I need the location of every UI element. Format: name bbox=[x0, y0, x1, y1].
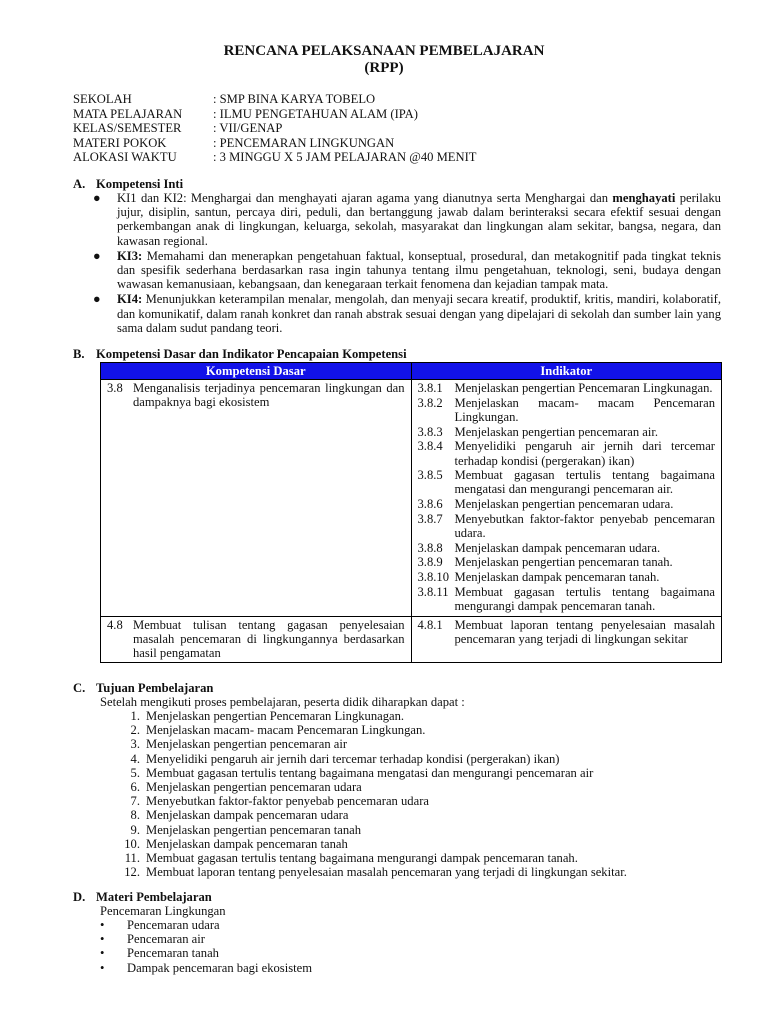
item-text: Menjelaskan dampak pencemaran udara bbox=[146, 808, 349, 823]
item-number: 6. bbox=[130, 780, 140, 795]
item-text: Menjelaskan macam- macam Pencemaran Lingkungan. bbox=[146, 723, 426, 738]
item-number: 3. bbox=[130, 737, 140, 752]
ki-text: KI1 dan KI2: Menghargai dan menghayati ajaran agama yang dianutnya serta Menghargai dan bbox=[117, 191, 613, 205]
indicator-text: Membuat laporan tentang penyelesaian masalah pencemaran yang terjadi di lingkungan sekitar bbox=[454, 617, 715, 646]
identity-row bbox=[73, 121, 476, 136]
item-number: 12. bbox=[124, 865, 140, 880]
item-text: Membuat gagasan tertulis tentang bagaimana mengurangi dampak pencemaran tanah. bbox=[146, 851, 578, 866]
identity-row bbox=[73, 136, 476, 151]
column-header: Indikator bbox=[411, 363, 722, 380]
bullet-icon: • bbox=[100, 960, 105, 975]
item-text: Pencemaran air bbox=[127, 932, 205, 947]
item-text: Menjelaskan dampak pencemaran tanah bbox=[146, 836, 348, 851]
bullet-icon: • bbox=[100, 932, 105, 947]
indicator-text: Menjelaskan pengertian pencemaran udara. bbox=[454, 497, 674, 512]
list-item bbox=[100, 837, 627, 851]
kd-number: 3.8 bbox=[107, 381, 123, 395]
item-text: Menjelaskan pengertian pencemaran tanah bbox=[146, 822, 362, 837]
indicator-entry bbox=[418, 585, 716, 613]
kd-text: Membuat tulisan tentang gagasan penyelesaian masalah pencemaran di lingkungannya berdasarkan hasil pengamatan bbox=[133, 617, 405, 661]
identity-value: : VII/GENAP bbox=[213, 121, 283, 135]
indicator-text: Menjelaskan pengertian pencemaran air. bbox=[454, 424, 659, 439]
indicator-text: Menjelaskan macam- macam Pencemaran Lingkungan. bbox=[454, 395, 715, 424]
section-d-heading bbox=[73, 890, 212, 904]
list-item bbox=[100, 823, 627, 837]
indicator-number: 3.8.2 bbox=[417, 395, 443, 410]
kompetensi-table bbox=[100, 362, 722, 663]
indicator-text: Membuat gagasan tertulis tentang bagaimana mengatasi dan mengurangi pencemaran air. bbox=[454, 468, 715, 497]
indicator-number: 3.8.6 bbox=[417, 497, 443, 512]
identity-row bbox=[73, 92, 476, 107]
indicator-cell bbox=[411, 380, 722, 617]
list-item bbox=[100, 780, 627, 794]
ki-bold: menghayati bbox=[612, 191, 676, 205]
item-number: 1. bbox=[130, 709, 140, 723]
section-title: Tujuan Pembelajaran bbox=[96, 681, 214, 695]
materi-list bbox=[100, 918, 312, 975]
indicator-entry bbox=[418, 570, 716, 584]
kd-cell bbox=[101, 380, 412, 617]
item-text: Menjelaskan pengertian pencemaran air bbox=[146, 737, 348, 752]
document-title: RENCANA PELAKSANAAN PEMBELAJARAN bbox=[223, 43, 545, 59]
section-c-heading bbox=[73, 681, 213, 695]
table-row bbox=[101, 616, 722, 663]
list-item bbox=[100, 737, 627, 751]
indicator-entry bbox=[418, 555, 716, 569]
ki-label: KI3: bbox=[117, 248, 143, 263]
kompetensi-inti-list bbox=[93, 191, 721, 336]
kd-entry bbox=[107, 618, 405, 661]
identity-row bbox=[73, 107, 476, 122]
tujuan-list bbox=[100, 709, 627, 879]
indicator-number: 3.8.5 bbox=[417, 468, 443, 483]
indicator-entry bbox=[418, 512, 716, 540]
section-title: Kompetensi Dasar dan Indikator Pencapaian Kompetensi bbox=[96, 347, 407, 361]
indicator-text: Membuat gagasan tertulis tentang bagaimana mengurangi dampak pencemaran tanah. bbox=[454, 584, 715, 614]
indicator-number: 3.8.10 bbox=[417, 570, 449, 585]
list-item bbox=[100, 808, 627, 822]
section-title: Materi Pembelajaran bbox=[96, 890, 212, 904]
list-item bbox=[93, 249, 721, 292]
bullet-icon: • bbox=[100, 946, 105, 961]
indicator-entry bbox=[418, 541, 716, 555]
bullet-icon: ● bbox=[93, 191, 101, 205]
bullet-icon: ● bbox=[93, 248, 101, 263]
list-item bbox=[100, 961, 312, 975]
item-text: Dampak pencemaran bagi ekosistem bbox=[127, 960, 312, 975]
kd-text: Menganalisis terjadinya pencemaran lingkungan dan dampaknya bagi ekosistem bbox=[133, 381, 405, 410]
kd-cell bbox=[101, 616, 412, 663]
section-b-heading bbox=[73, 347, 407, 361]
ki-label: KI4: bbox=[117, 292, 143, 307]
identity-value: : ILMU PENGETAHUAN ALAM (IPA) bbox=[213, 106, 418, 121]
indicator-cell bbox=[411, 616, 722, 663]
list-item bbox=[100, 794, 627, 808]
bullet-icon: ● bbox=[93, 292, 101, 307]
ki-text: Menunjukkan keterampilan menalar, mengolah, dan menyaji secara kreatif, produktif, kritis, mandiri, kolaboratif, dan komunikatif, dalam ranah konkret dan ranah abstrak sesuai dengan yang dipelajari di sekolah dan sumber lain yang sama dalam sudut pandang teori. bbox=[117, 292, 721, 335]
item-number: 7. bbox=[130, 794, 140, 809]
list-item bbox=[100, 752, 627, 766]
identity-value: : 3 MINGGU X 5 JAM PELAJARAN @40 MENIT bbox=[213, 150, 477, 164]
indicator-entry bbox=[418, 425, 716, 439]
identity-row bbox=[73, 150, 476, 165]
list-item bbox=[100, 709, 627, 723]
indicator-number: 3.8.4 bbox=[417, 439, 443, 454]
item-number: 9. bbox=[130, 822, 140, 837]
identity-label: ALOKASI WAKTU bbox=[73, 150, 177, 164]
indicator-entry bbox=[418, 468, 716, 496]
indicator-number: 3.8.3 bbox=[417, 424, 443, 439]
indicator-entry bbox=[418, 381, 716, 395]
indicator-number: 3.8.11 bbox=[417, 584, 449, 599]
list-item bbox=[100, 932, 312, 946]
identity-value: : PENCEMARAN LINGKUNGAN bbox=[213, 135, 395, 150]
tujuan-intro: Setelah mengikuti proses pembelajaran, peserta didik diharapkan dapat : bbox=[100, 695, 465, 709]
identity-value: : SMP BINA KARYA TOBELO bbox=[213, 92, 376, 106]
item-text: Membuat gagasan tertulis tentang bagaimana mengatasi dan mengurangi pencemaran air bbox=[146, 765, 594, 780]
identity-label: SEKOLAH bbox=[73, 92, 132, 106]
indicator-entry bbox=[418, 497, 716, 511]
section-letter: D. bbox=[73, 890, 86, 904]
ki-text: Memahami dan menerapkan pengetahuan faktual, konseptual, prosedural, dan metakognitif pada tingkat teknis dan spesifik sederhana berdasarkan rasa ingin tahunya tentang ilmu pengetahuan, teknologi, seni, budaya dengan wawasan kemanusiaan, kebangsaan, dan kenegaraan terkait fenomena dan kejadian tampak mata. bbox=[117, 248, 721, 292]
indicator-text: Menyelidiki pengaruh air jernih dari tercemar terhadap kondisi (pergerakan) ikan) bbox=[454, 439, 715, 468]
item-text: Pencemaran tanah bbox=[127, 946, 219, 961]
list-item bbox=[100, 946, 312, 960]
ki-text: perilaku jujur, disiplin, santun, percaya diri, peduli, dan bertanggung jawab dalam berinteraksi secara efektif sesuai dengan perkembangan anak di lingkungan, keluarga, sekolah, masyarakat dan lingkungan alam sekitar, bangsa, negara, dan kawasan regional. bbox=[117, 191, 721, 248]
identity-label: KELAS/SEMESTER bbox=[73, 121, 182, 135]
list-item bbox=[100, 918, 312, 932]
item-number: 8. bbox=[130, 808, 140, 823]
materi-intro: Pencemaran Lingkungan bbox=[100, 904, 226, 918]
indicator-entry bbox=[418, 618, 716, 646]
indicator-text: Menjelaskan pengertian pencemaran tanah. bbox=[454, 555, 673, 570]
indicator-number: 3.8.7 bbox=[417, 511, 443, 526]
item-number: 11. bbox=[124, 851, 140, 866]
item-text: Menyebutkan faktor-faktor penyebab pencemaran udara bbox=[146, 794, 429, 809]
kd-number: 4.8 bbox=[107, 617, 123, 632]
section-letter: A. bbox=[73, 177, 86, 191]
item-text: Menjelaskan pengertian pencemaran udara bbox=[146, 780, 362, 795]
item-number: 10. bbox=[124, 836, 140, 851]
item-text: Membuat laporan tentang penyelesaian masalah pencemaran yang terjadi di lingkungan sekitar. bbox=[146, 865, 627, 880]
item-number: 2. bbox=[130, 723, 140, 738]
identity-label: MATERI POKOK bbox=[73, 135, 167, 150]
indicator-entry bbox=[418, 439, 716, 467]
list-item bbox=[93, 292, 721, 335]
list-item bbox=[93, 191, 721, 248]
indicator-number: 3.8.1 bbox=[417, 381, 443, 395]
list-item bbox=[100, 766, 627, 780]
item-number: 5. bbox=[130, 765, 140, 780]
indicator-entry bbox=[418, 396, 716, 424]
section-letter: C. bbox=[73, 681, 86, 695]
indicator-number: 4.8.1 bbox=[417, 617, 443, 632]
section-a-heading bbox=[73, 177, 183, 191]
section-title: Kompetensi Inti bbox=[96, 177, 184, 191]
list-item bbox=[100, 865, 627, 879]
kd-entry bbox=[107, 381, 405, 409]
item-text: Menjelaskan pengertian Pencemaran Lingkunagan. bbox=[146, 709, 405, 723]
list-item bbox=[100, 851, 627, 865]
indicator-text: Menyebutkan faktor-faktor penyebab pencemaran udara. bbox=[454, 511, 715, 541]
indicator-number: 3.8.8 bbox=[417, 540, 443, 555]
identity-block bbox=[73, 92, 476, 165]
item-number: 4. bbox=[130, 751, 140, 766]
column-header: Kompetensi Dasar bbox=[101, 363, 412, 380]
indicator-text: Menjelaskan dampak pencemaran udara. bbox=[454, 540, 661, 555]
item-text: Menyelidiki pengaruh air jernih dari tercemar terhadap kondisi (pergerakan) ikan) bbox=[146, 751, 560, 766]
bullet-icon: • bbox=[100, 918, 105, 932]
indicator-text: Menjelaskan dampak pencemaran tanah. bbox=[454, 570, 660, 585]
identity-label: MATA PELAJARAN bbox=[73, 106, 183, 121]
document-subtitle: (RPP) bbox=[364, 60, 404, 76]
indicator-text: Menjelaskan pengertian Pencemaran Lingkunagan. bbox=[454, 381, 713, 395]
section-letter: B. bbox=[73, 347, 85, 361]
list-item bbox=[100, 723, 627, 737]
table-row bbox=[101, 380, 722, 617]
item-text: Pencemaran udara bbox=[127, 918, 220, 932]
indicator-number: 3.8.9 bbox=[417, 555, 443, 570]
